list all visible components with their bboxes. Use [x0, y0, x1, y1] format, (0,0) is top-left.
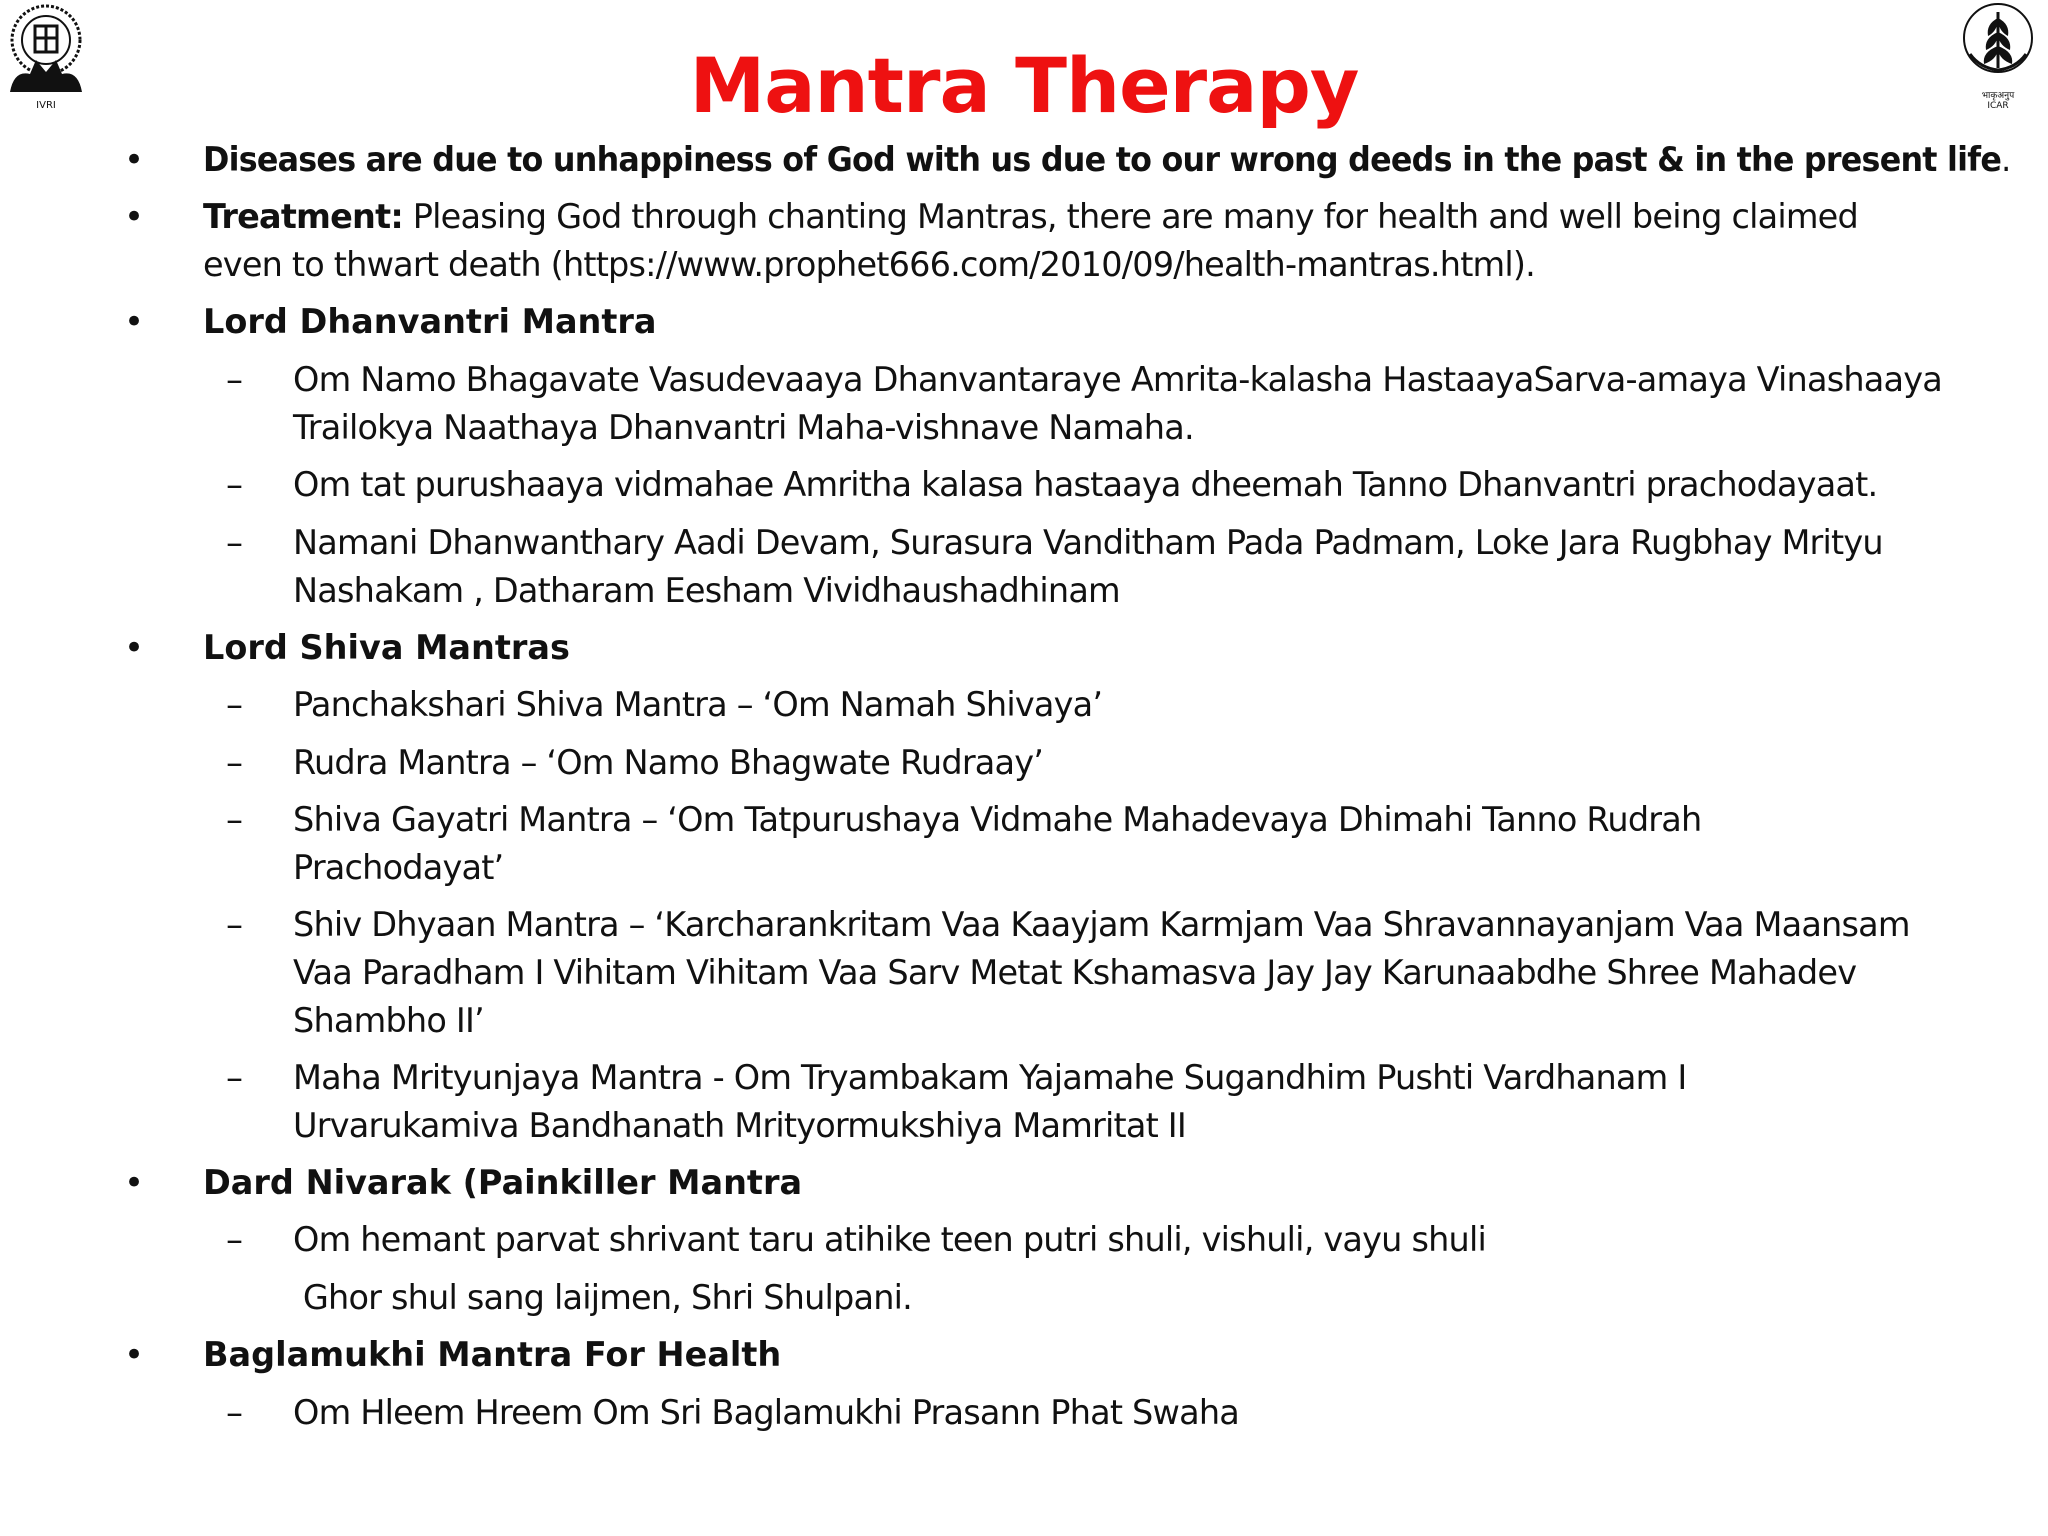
sub-item: Maha Mrityunjaya Mantra - Om Tryambakam Yajamahe Sugandhim Pushti Vardhanam I [293, 1058, 1687, 1097]
dash-icon: – [226, 743, 243, 783]
logo-left-caption: IVRI [36, 100, 56, 111]
item-text: Pleasing God through chanting Mantras, there are many for health and well being claimed [402, 197, 1858, 236]
sub-item: Om Hleem Hreem Om Sri Baglamukhi Prasann Phat Swaha [293, 1393, 1239, 1432]
bullet-icon: • [124, 628, 145, 668]
sub-item: Panchakshari Shiva Mantra – ‘Om Namah Shivaya’ [293, 685, 1103, 724]
sub-item-continued: Ghor shul sang laijmen, Shri Shulpani. [293, 1278, 913, 1317]
bullet-icon: • [124, 1163, 145, 1203]
section-heading: Lord Shiva Mantras [203, 628, 570, 667]
dash-icon: – [226, 1058, 243, 1098]
dash-icon: – [226, 523, 243, 563]
list-item [203, 197, 1858, 236]
sub-item-continued: Vaa Paradham I Vihitam Vihitam Vaa Sarv Metat Kshamasva Jay Jay Karunaabdhe Shree Mahadev [293, 953, 1857, 992]
sub-item-continued: Shambho II’ [293, 1001, 484, 1040]
item-lead: Diseases are due to unhappiness of God with us due to our wrong deeds in the past & in the present life [203, 140, 2002, 179]
section-heading: Baglamukhi Mantra For Health [203, 1335, 782, 1374]
sub-item: Om tat purushaaya vidmahae Amritha kalasa hastaaya dheemah Tanno Dhanvantri prachodayaat. [293, 465, 1878, 504]
sub-item-continued: Trailokya Naathaya Dhanvantri Maha-vishnave Namaha. [293, 408, 1194, 447]
sub-item: Shiva Gayatri Mantra – ‘Om Tatpurushaya Vidmahe Mahadevaya Dhimahi Tanno Rudrah [293, 800, 1702, 839]
dash-icon: – [226, 1220, 243, 1260]
dash-icon: – [226, 905, 243, 945]
item-lead: Treatment: [203, 197, 403, 236]
list-item [203, 140, 2011, 179]
bullet-icon: • [124, 1335, 145, 1375]
dash-icon: – [226, 685, 243, 725]
sub-item: Om Namo Bhagavate Vasudevaaya Dhanvantaraye Amrita-kalasha HastaayaSarva-amaya Vinashaaya [293, 360, 1942, 399]
sub-item: Rudra Mantra – ‘Om Namo Bhagwate Rudraay’ [293, 743, 1044, 782]
bullet-icon: • [124, 197, 145, 237]
sub-item-continued: Prachodayat’ [293, 848, 504, 887]
dash-icon: – [226, 800, 243, 840]
svg-text:भाकृअनुप: भाकृअनुप [1981, 91, 2015, 101]
bullet-icon: • [124, 140, 145, 180]
dash-icon: – [226, 1393, 243, 1433]
bullet-icon: • [124, 302, 145, 342]
logo-right-caption: ICAR [1987, 101, 2009, 110]
sub-item: Om hemant parvat shrivant taru atihike teen putri shuli, vishuli, vayu shuli [293, 1220, 1486, 1259]
section-heading: Lord Dhanvantri Mantra [203, 302, 657, 341]
sub-item-continued: Urvarukamiva Bandhanath Mrityormukshiya Mamritat II [293, 1106, 1186, 1145]
dash-icon: – [226, 360, 243, 400]
sub-item-continued: Nashakam , Datharam Eesham Vividhaushadhinam [293, 571, 1120, 610]
item-text-continued: even to thwart death (https://www.prophet666.com/2010/09/health-mantras.html). [203, 245, 1536, 284]
dash-icon: – [226, 465, 243, 505]
item-trail: . [2001, 140, 2011, 179]
sub-item: Shiv Dhyaan Mantra – ‘Karcharankritam Vaa Kaayjam Karmjam Vaa Shravannayanjam Vaa Maansam [293, 905, 1910, 944]
slide-title: Mantra Therapy [689, 41, 1359, 130]
sub-item: Namani Dhanwanthary Aadi Devam, Surasura Vanditham Pada Padmam, Loke Jara Rugbhay Mrityu [293, 523, 1883, 562]
section-heading: Dard Nivarak (Painkiller Mantra [203, 1163, 803, 1202]
